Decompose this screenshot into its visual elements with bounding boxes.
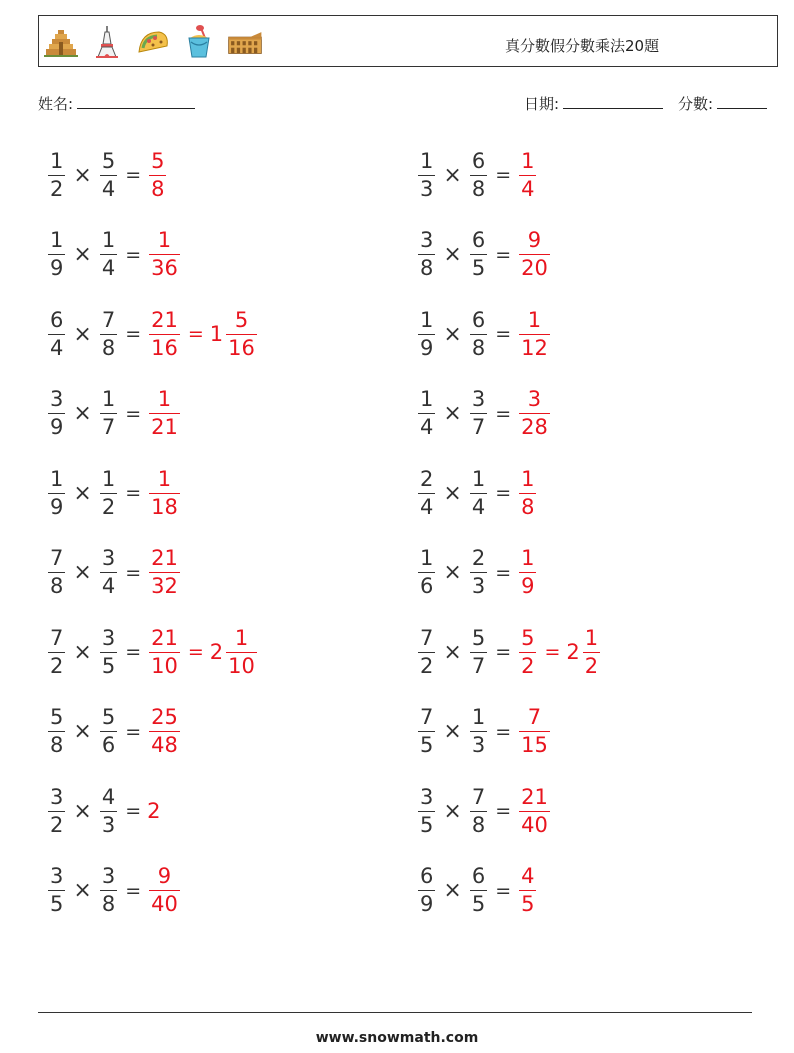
denominator: 10 [228,653,255,678]
numerator: 3 [101,864,116,888]
fraction-b [100,548,117,597]
name-field [38,93,195,114]
fraction-a [48,625,65,678]
denominator: 21 [151,415,178,439]
problem-5 [46,304,259,364]
numerator: 6 [471,228,486,252]
problem-4 [416,225,552,285]
answer-fraction [519,389,550,438]
equals-sign: = [495,561,512,584]
denominator: 2 [50,176,64,201]
denominator: 5 [420,812,434,837]
fraction-b [100,307,117,360]
equals-sign: = [495,482,512,504]
fraction-a [48,866,65,915]
fraction-b [470,707,487,756]
problem-2 [416,145,538,205]
fraction-b [100,866,117,915]
equals-sign: = [125,243,142,266]
numerator: 5 [521,625,535,650]
fraction-a [48,548,65,597]
numerator: 21 [151,307,178,332]
answer-fraction [519,866,536,915]
denominator: 5 [101,653,116,678]
denominator: 3 [471,574,486,598]
denominator: 40 [151,892,178,916]
numerator: 9 [157,864,172,888]
answer-fraction [149,625,180,678]
denominator: 16 [151,335,178,360]
denominator: 2 [584,653,599,678]
times-sign: × [443,401,462,426]
numerator: 1 [521,148,535,173]
answer-fraction [519,466,536,519]
header-box [38,15,778,67]
fraction-b [100,230,117,279]
score-blank[interactable] [717,93,767,109]
fraction-b [470,466,487,519]
problem-1 [46,145,168,205]
fraction-a [418,389,435,438]
numerator: 5 [101,705,116,729]
denominator: 8 [471,335,486,360]
numerator: 3 [101,546,116,570]
numerator: 1 [420,387,434,411]
times-sign: × [73,719,92,744]
answer-fraction [149,389,180,438]
fraction-b [470,389,487,438]
numerator: 1 [521,546,535,570]
answer-fraction [149,466,180,519]
denominator: 36 [151,256,178,280]
fraction-b [470,784,487,837]
numerator: 1 [234,625,249,650]
colosseum-icon [227,24,263,60]
numerator: 1 [101,466,116,491]
problem-12 [416,543,538,603]
denominator: 4 [101,256,116,280]
denominator: 3 [101,812,116,837]
numerator: 1 [101,228,116,252]
numerator: 1 [50,228,64,252]
times-sign: × [443,639,462,665]
fraction-b [470,148,487,201]
numerator: 2 [471,546,486,570]
equals-sign: = [125,720,142,743]
denominator: 4 [101,176,116,201]
numerator: 7 [420,625,434,650]
denominator: 6 [101,733,116,757]
footer-divider [38,1012,752,1013]
header-icons [43,24,263,60]
numerator: 25 [151,705,178,729]
fraction-a [418,307,435,360]
times-sign: × [73,480,92,506]
denominator: 28 [521,415,548,439]
denominator: 20 [521,256,548,280]
tower-icon [89,24,125,60]
name-label: 姓名: [38,95,74,113]
times-sign: × [443,242,462,267]
problem-3 [46,225,182,285]
denominator: 10 [151,653,178,678]
numerator: 21 [151,546,178,570]
name-blank[interactable] [77,93,195,109]
fraction-a [418,625,435,678]
fraction-b [470,307,487,360]
numerator: 6 [471,864,486,888]
answer-fraction [149,230,180,279]
mixed-fraction [226,307,257,360]
problem-9 [46,463,182,523]
fraction-a [48,148,65,201]
equals-sign: = [495,164,512,186]
equals-sign: = [495,720,512,743]
mixed-whole: 1 [209,322,224,346]
denominator: 2 [101,494,116,519]
numerator: 1 [157,228,172,252]
answer-fraction [519,784,550,837]
date-field [524,93,663,114]
numerator: 1 [521,466,535,491]
fraction-a [418,230,435,279]
numerator: 7 [101,307,116,332]
denominator: 8 [50,574,64,598]
denominator: 9 [50,256,64,280]
fraction-a [48,707,65,756]
numerator: 3 [50,784,64,809]
worksheet-title: 真分數假分數乘法20題 [505,37,660,55]
denominator: 8 [50,733,64,757]
fraction-a [418,148,435,201]
numerator: 5 [50,705,64,729]
fraction-a [48,230,65,279]
numerator: 2 [420,466,434,491]
numerator: 6 [471,148,486,173]
footer-url: www.snowmath.com [315,1030,479,1046]
problem-15 [46,702,182,762]
numerator: 5 [234,307,249,332]
times-sign: × [73,321,92,347]
numerator: 6 [50,307,64,332]
numerator: 1 [50,148,64,173]
numerator: 21 [521,784,548,809]
problem-7 [46,384,182,444]
fraction-b [100,148,117,201]
numerator: 1 [50,466,64,491]
denominator: 2 [521,653,535,678]
numerator: 5 [151,148,165,173]
denominator: 4 [471,494,486,519]
numerator: 1 [584,625,599,650]
times-sign: × [73,401,92,426]
equals-sign: = [125,482,142,504]
denominator: 7 [471,653,486,678]
numerator: 1 [420,307,434,332]
times-sign: × [73,162,92,188]
answer-fraction [519,230,550,279]
mixed-whole: 2 [566,640,580,664]
numerator: 6 [471,307,486,332]
equals-sign: = [125,402,142,425]
numerator: 1 [471,466,486,491]
mixed-fraction [226,625,257,678]
numerator: 3 [420,784,434,809]
fraction-a [418,784,435,837]
pyramid-icon [43,24,79,60]
denominator: 6 [420,574,434,598]
times-sign: × [73,242,92,267]
times-sign: × [443,878,462,903]
fraction-b [470,230,487,279]
times-sign: × [73,639,92,665]
equals-sign: = [187,323,204,345]
denominator: 9 [420,892,434,916]
equals-sign: = [495,323,512,345]
times-sign: × [73,878,92,903]
denominator: 9 [50,415,64,439]
times-sign: × [73,798,92,824]
denominator: 2 [420,653,434,678]
equals-sign: = [125,800,142,822]
fraction-b [470,625,487,678]
denominator: 5 [50,892,64,916]
denominator: 9 [521,574,535,598]
problem-11 [46,543,182,603]
times-sign: × [443,162,462,188]
equals-sign: = [495,879,512,902]
equals-sign: = [544,641,561,663]
problem-19 [46,861,182,921]
score-label: 分數: [678,95,714,113]
taco-icon [135,24,171,60]
times-sign: × [443,480,462,506]
numerator: 3 [50,864,64,888]
denominator: 15 [521,733,548,757]
numerator: 9 [527,228,542,252]
numerator: 4 [101,784,116,809]
equals-sign: = [187,641,204,663]
answer-integer: 2 [147,799,161,823]
times-sign: × [443,719,462,744]
numerator: 1 [101,387,116,411]
numerator: 5 [471,625,486,650]
denominator: 5 [471,256,486,280]
date-label: 日期: [524,95,560,113]
problem-8 [416,384,552,444]
denominator: 7 [101,415,116,439]
equals-sign: = [495,243,512,266]
numerator: 21 [151,625,178,650]
problem-14 [416,622,602,682]
denominator: 2 [50,653,64,678]
denominator: 9 [50,494,64,519]
problem-18 [416,781,552,841]
denominator: 3 [471,733,486,757]
equals-sign: = [125,879,142,902]
denominator: 7 [471,415,486,439]
numerator: 3 [101,625,116,650]
equals-sign: = [495,402,512,425]
denominator: 4 [521,176,535,201]
numerator: 3 [527,387,542,411]
problem-13 [46,622,259,682]
denominator: 8 [471,176,486,201]
numerator: 4 [521,864,535,888]
fraction-a [418,466,435,519]
fraction-b [100,466,117,519]
denominator: 5 [521,892,535,916]
numerator: 7 [471,784,486,809]
times-sign: × [443,321,462,347]
mixed-whole: 2 [209,640,224,664]
denominator: 5 [420,733,434,757]
answer-fraction [519,307,550,360]
date-blank[interactable] [563,93,663,109]
numerator: 1 [527,307,542,332]
problem-17 [46,781,160,841]
sand-bucket-icon [181,24,217,60]
numerator: 7 [50,625,64,650]
answer-fraction [149,548,180,597]
denominator: 8 [420,256,434,280]
denominator: 5 [471,892,486,916]
denominator: 12 [521,335,548,360]
numerator: 1 [157,466,172,491]
numerator: 3 [50,387,64,411]
denominator: 8 [101,335,116,360]
numerator: 7 [527,705,542,729]
answer-fraction [149,707,180,756]
answer-fraction [519,707,550,756]
numerator: 1 [420,546,434,570]
problem-10 [416,463,538,523]
times-sign: × [443,560,462,585]
denominator: 2 [50,812,64,837]
mixed-fraction [583,625,600,678]
answer-fraction [149,148,166,201]
denominator: 4 [101,574,116,598]
fraction-a [48,389,65,438]
answer-fraction [149,866,180,915]
score-field [678,93,767,114]
numerator: 5 [101,148,116,173]
denominator: 4 [50,335,64,360]
denominator: 48 [151,733,178,757]
fraction-b [100,625,117,678]
numerator: 1 [471,705,486,729]
equals-sign: = [125,561,142,584]
equals-sign: = [125,641,142,663]
numerator: 1 [420,148,434,173]
numerator: 3 [471,387,486,411]
fraction-b [470,866,487,915]
denominator: 32 [151,574,178,598]
denominator: 16 [228,335,255,360]
fraction-a [48,466,65,519]
fraction-b [100,707,117,756]
denominator: 3 [420,176,434,201]
denominator: 4 [420,415,434,439]
numerator: 6 [420,864,434,888]
equals-sign: = [125,164,142,186]
denominator: 40 [521,812,548,837]
fraction-a [418,707,435,756]
answer-fraction [519,548,536,597]
fraction-a [48,307,65,360]
equals-sign: = [125,323,142,345]
problem-20 [416,861,538,921]
fraction-b [100,389,117,438]
numerator: 7 [50,546,64,570]
numerator: 3 [420,228,434,252]
denominator: 18 [151,494,178,519]
numerator: 7 [420,705,434,729]
fraction-a [48,784,65,837]
answer-fraction [149,307,180,360]
denominator: 8 [471,812,486,837]
answer-fraction [519,148,536,201]
denominator: 9 [420,335,434,360]
denominator: 8 [101,892,116,916]
answer-fraction [519,625,536,678]
fraction-b [100,784,117,837]
fraction-a [418,866,435,915]
numerator: 1 [157,387,172,411]
denominator: 8 [151,176,165,201]
problem-16 [416,702,552,762]
fraction-b [470,548,487,597]
equals-sign: = [495,641,512,663]
equals-sign: = [495,800,512,822]
times-sign: × [73,560,92,585]
times-sign: × [443,798,462,824]
denominator: 8 [521,494,535,519]
denominator: 4 [420,494,434,519]
problem-6 [416,304,552,364]
fraction-a [418,548,435,597]
